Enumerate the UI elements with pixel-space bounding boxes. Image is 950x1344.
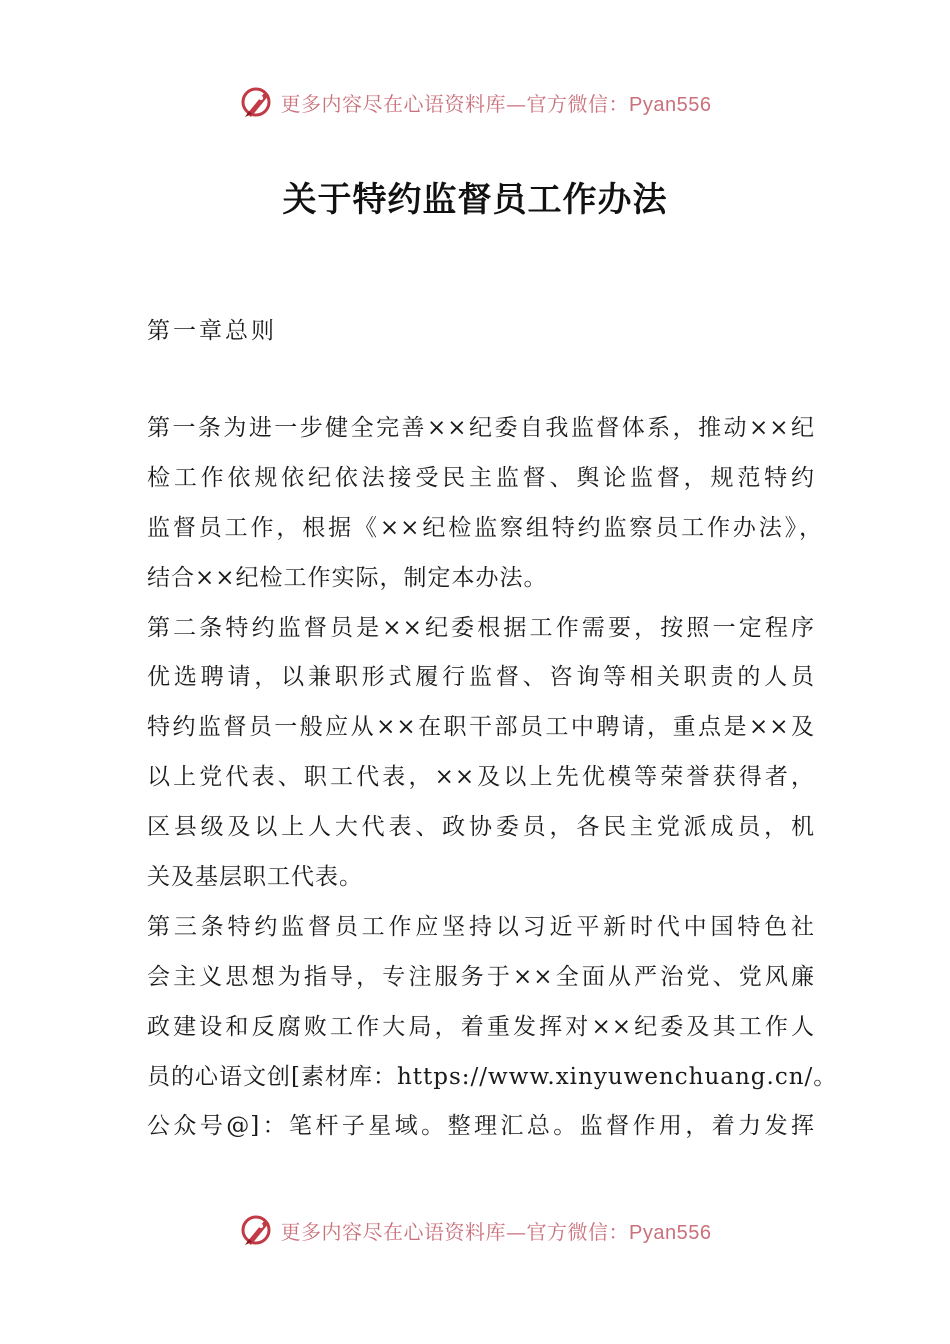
watermark-text: 更多内容尽在心语资料库—官方微信：Pyan556 [280, 91, 712, 116]
footer-watermark [0, 1208, 950, 1252]
watermark-text: 更多内容尽在心语资料库—官方微信：Pyan556 [280, 1219, 712, 1244]
body-line: 员的心语文创[素材库：https://www.xinyuwenchuang.cn/。 [147, 1063, 838, 1090]
body-line: 第一条为进一步健全完善××纪委自我监督体系，推动××纪 [147, 415, 815, 441]
body-line: 会主义思想为指导，专注服务于××全面从严治党、党风廉 [147, 963, 815, 990]
body-line: 以上党代表、职工代表，××及以上先优模等荣誉获得者， [147, 764, 815, 791]
body-line: 特约监督员一般应从××在职干部员工中聘请，重点是××及 [147, 714, 815, 741]
pen-logo-icon [239, 1212, 275, 1248]
body-line: 关及基层职工代表。 [147, 864, 363, 891]
body-line: 结合××纪检工作实际，制定本办法。 [147, 564, 548, 591]
pen-logo-icon [239, 84, 275, 120]
body-line: 公众号@]：笔杆子星域。整理汇总。监督作用，着力发挥 [147, 1113, 815, 1140]
body-line: 检工作依规依纪依法接受民主监督、舆论监督，规范特约 [147, 464, 815, 491]
document-title: 关于特约监督员工作办法 [282, 180, 668, 220]
document-body [147, 404, 838, 1152]
chapter-heading: 第一章总则 [147, 318, 277, 344]
header-watermark [0, 80, 950, 124]
body-line: 监督员工作，根据《××纪检监察组特约监察员工作办法》， [147, 514, 823, 541]
body-line: 第三条特约监督员工作应坚持以习近平新时代中国特色社 [147, 913, 815, 940]
body-line: 优选聘请，以兼职形式履行监督、咨询等相关职责的人员 [147, 664, 815, 691]
body-line: 区县级及以上人大代表、政协委员，各民主党派成员，机 [147, 814, 815, 841]
body-line: 政建设和反腐败工作大局，着重发挥对××纪委及其工作人 [147, 1013, 815, 1040]
body-line: 第二条特约监督员是××纪委根据工作需要，按照一定程序 [147, 614, 815, 641]
